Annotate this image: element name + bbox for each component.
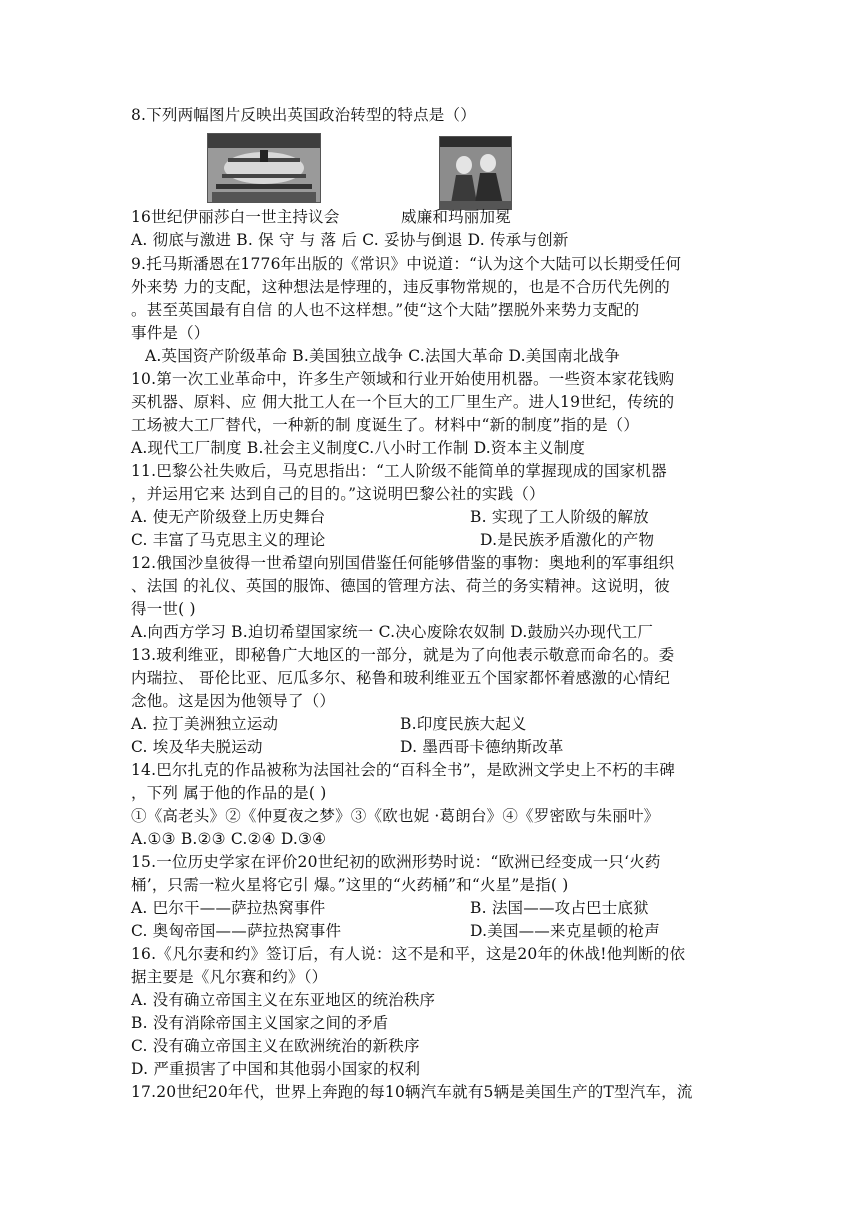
q14-line: 14.巴尔扎克的作品被称为法国社会的“百科全书”，是欧洲文学史上不朽的丰碑 (131, 761, 675, 779)
q10-line: 10.第一次工业革命中，许多生产领域和行业开始使用机器。一些资本家花钱购 (131, 370, 675, 388)
q13-line: 13.玻利维亚，即秘鲁广大地区的一部分，就是为了向他表示敬意而命名的。委 (131, 646, 675, 664)
q9-line: 。甚至英国最有自信 的人也不这样想。”使“这个大陆”摆脱外来势力支配的 (131, 301, 640, 319)
q10-line: 买机器、原料、应 佣大批工人在一个巨大的工厂里生产。进人19世纪，传统的 (131, 393, 675, 411)
q12-options: A.向西方学习 B.迫切希望国家统一 C.决心废除农奴制 D.鼓励兴办现代工厂 (131, 623, 654, 641)
q11-line: 11.巴黎公社失败后，马克思指出：“工人阶级不能简单的掌握现成的国家机器 (131, 462, 667, 480)
q15-option-c: C. 奥匈帝国——萨拉热窝事件 (131, 922, 342, 940)
q16-line: 据主要是《凡尔赛和约》（） (131, 968, 328, 986)
q8-options: A. 彻底与激进 B. 保 守 与 落 后 C. 妥协与倒退 D. 传承与创新 (131, 231, 569, 249)
q13-option-b: B.印度民族大起义 (400, 715, 527, 733)
q13-line: 内瑞拉、 哥伦比亚、厄瓜多尔、秘鲁和玻利维亚五个国家都怀着感激的心情纪 (131, 669, 670, 687)
q12-line: 12.俄国沙皇彼得一世希望向别国借鉴任何能够借鉴的事物：奥地利的军事组织 (131, 554, 675, 572)
q9-options: A.英国资产阶级革命 B.美国独立战争 C.法国大革命 D.美国南北战争 (145, 347, 620, 365)
q9-line: 事件是（） (131, 324, 210, 342)
q11-option-b: B. 实现了工人阶级的解放 (470, 508, 649, 526)
q13-line: 念他。这是因为他领导了（） (131, 692, 336, 710)
q9-line: 9.托马斯潘恩在1776年出版的《常识》中说道：“认为这个大陆可以长期受任何 (131, 255, 682, 273)
q8-caption-right: 威廉和玛丽加冕 (401, 208, 511, 226)
q16-line: 16.《凡尔妻和约》签订后，有人说：这不是和平，这是20年的休战!他判断的依 (131, 945, 686, 963)
q16-option: C. 没有确立帝国主义在欧洲统治的新秩序 (131, 1037, 420, 1055)
parliament-engraving-image (207, 133, 321, 203)
q10-line: 工场被大工厂替代，一种新的制 度诞生了。材料中“新的制度”指的是（） (131, 416, 640, 434)
q11-line: ，并运用它来 达到自己的目的。”这说明巴黎公社的实践（） (131, 485, 545, 503)
q11-option-d: D.是民族矛盾激化的产物 (480, 531, 655, 549)
q8-stem: 8.下列两幅图片反映出英国政治转型的特点是（） (131, 106, 476, 124)
q16-option: A. 没有确立帝国主义在东亚地区的统治秩序 (131, 991, 436, 1009)
q13-option-a: A. 拉丁美洲独立运动 (131, 715, 279, 733)
coronation-engraving-image (439, 136, 512, 210)
q13-option-d: D. 墨西哥卡德纳斯改革 (400, 738, 564, 756)
q15-option-b: B. 法国——攻占巴士底狱 (470, 899, 649, 917)
q11-option-c: C. 丰富了马克思主义的理论 (131, 531, 326, 549)
q16-option: B. 没有消除帝国主义国家之间的矛盾 (131, 1014, 389, 1032)
q15-line: 桶’，只需一粒火星将它引 爆。”这里的“火药桶”和“火星”是指( ) (131, 876, 569, 894)
q13-option-c: C. 埃及华夫脱运动 (131, 738, 263, 756)
q12-line: 得一世( ) (131, 600, 196, 618)
q16-option: D. 严重损害了中国和其他弱小国家的权利 (131, 1060, 421, 1078)
q10-options: A.现代工厂制度 B.社会主义制度C.八小时工作制 D.资本主义制度 (131, 439, 586, 457)
q8-caption-left: 16世纪伊丽莎白一世主持议会 (131, 208, 340, 226)
q15-line: 15.一位历史学家在评价20世纪初的欧洲形势时说：“欧洲已经变成一只‘火药 (131, 853, 661, 871)
q15-option-a: A. 巴尔干——萨拉热窝事件 (131, 899, 326, 917)
q9-line: 外来势 力的支配，这种想法是悖理的，违反事物常规的，也是不合历代先例的 (131, 278, 670, 296)
q12-line: 、法国 的礼仪、英国的服饰、德国的管理方法、荷兰的务实精神。这说明，彼 (131, 577, 670, 595)
q11-option-a: A. 使无产阶级登上历史舞台 (131, 508, 326, 526)
q17-line: 17.20世纪20年代，世界上奔跑的每10辆汽车就有5辆是美国生产的T型汽车，流 (131, 1083, 693, 1101)
q14-options: A.①③ B.②③ C.②④ D.③④ (131, 830, 327, 848)
q15-option-d: D.美国——来克星顿的枪声 (470, 922, 660, 940)
q14-line: ①《高老头》②《仲夏夜之梦》③《欧也妮 ·葛朗台》④《罗密欧与朱丽叶》 (131, 807, 660, 825)
q14-line: ，下列 属于他的作品的是( ) (131, 784, 327, 802)
